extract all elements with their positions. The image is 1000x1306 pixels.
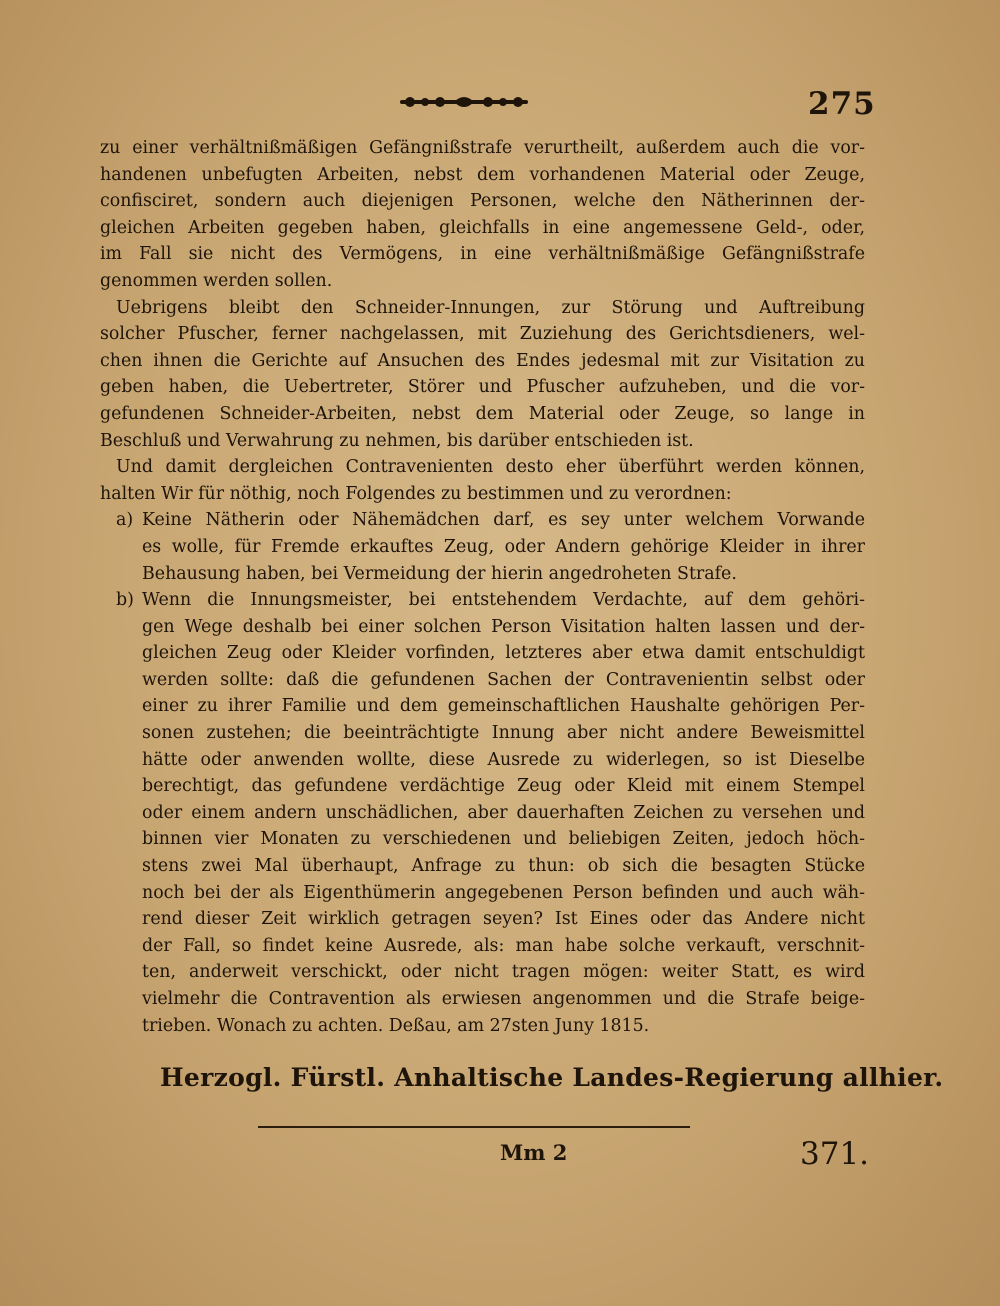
text-line: stens zwei Mal überhaupt, Anfrage zu thun: ob sich die besagten Stücke (142, 856, 865, 877)
printer-signature-mark: Mm 2 (500, 1140, 568, 1165)
text-line: gleichen Arbeiten gegeben haben, gleichfalls in eine angemessene Geld-, oder, (100, 217, 865, 238)
text-line: sonen zustehen; die beeinträchtigte Innung aber nicht andere Beweismittel (142, 723, 865, 744)
text-line: werden sollte: daß die gefundenen Sachen der Contravenientin selbst oder (142, 669, 865, 690)
text-line: hätte oder anwenden wollte, diese Ausrede zu widerlegen, so ist Dieselbe (142, 749, 865, 770)
text-line: zu einer verhältnißmäßigen Gefängnißstrafe verurtheilt, außerdem auch die vor- (100, 138, 865, 158)
item-label-a: a) (116, 510, 134, 531)
page-number: 275 (808, 86, 876, 122)
text-line: Und damit dergleichen Contravenienten desto eher überführt werden können, (116, 457, 865, 478)
text-line: der Fall, so findet keine Ausrede, als: man habe solche verkauft, verschnit- (142, 935, 865, 956)
text-line: solcher Pfuscher, ferner nachgelassen, mit Zuziehung des Gerichtsdieners, wel- (100, 324, 865, 345)
list-item-a (100, 507, 865, 534)
text-line: Behausung haben, bei Vermeidung der hierin angedroheten Strafe. (142, 563, 737, 584)
text-line: es wolle, für Fremde erkauftes Zeug, oder Andern gehörige Kleider in ihrer (142, 536, 865, 557)
text-line: Wenn die Innungsmeister, bei entstehendem Verdachte, auf dem gehöri- (142, 590, 865, 611)
printers-ornament-icon (400, 92, 528, 112)
text-line: binnen vier Monaten zu verschiedenen und beliebigen Zeiten, jedoch höch- (142, 829, 865, 850)
item-label-b: b) (116, 590, 134, 611)
text-line: gefundenen Schneider-Arbeiten, nebst dem Material oder Zeuge, so lange in (100, 403, 865, 424)
issuing-authority-signature: Herzogl. Fürstl. Anhaltische Landes-Regierung allhier. (160, 1063, 944, 1092)
text-line: berechtigt, das gefundene verdächtige Zeug oder Kleid mit einem Stempel (142, 776, 865, 797)
text-line: oder einem andern unschädlichen, aber dauerhaften Zeichen zu versehen und (142, 802, 865, 823)
text-line: im Fall sie nicht des Vermögens, in eine verhältnißmäßige Gefängnißstrafe (100, 244, 865, 265)
text-line: vielmehr die Contravention als erwiesen angenommen und die Strafe beige- (142, 989, 865, 1009)
text-line: chen ihnen die Gerichte auf Ansuchen des Endes jedesmal mit zur Visitation zu (100, 350, 865, 371)
text-line: geben haben, die Uebertreter, Störer und Pfuscher aufzuheben, und die vor- (100, 377, 865, 398)
sheet-number: 371. (800, 1136, 870, 1172)
list-item-b (100, 587, 865, 614)
text-line: gleichen Zeug oder Kleider vorfinden, letzteres aber etwa damit entschuldigt (142, 643, 865, 664)
text-line: Keine Nätherin oder Nähemädchen darf, es sey unter welchem Vorwande (142, 510, 865, 531)
text-line: halten Wir für nöthig, noch Folgendes zu bestimmen und zu verordnen: (100, 483, 732, 504)
text-line: Beschluß und Verwahrung zu nehmen, bis darüber entschieden ist. (100, 430, 694, 451)
text-line: rend dieser Zeit wirklich getragen seyen? Ist Eines oder das Andere nicht (142, 909, 865, 930)
text-line: handenen unbefugten Arbeiten, nebst dem vorhandenen Material oder Zeuge, (100, 164, 865, 185)
body-text (100, 135, 865, 1039)
text-line: gen Wege deshalb bei einer solchen Person Visitation halten lassen und der- (142, 616, 865, 637)
text-line: confisciret, sondern auch diejenigen Personen, welche den Nätherinnen der- (100, 191, 865, 212)
text-line: Uebrigens bleibt den Schneider-Innungen, zur Störung und Auftreibung (116, 297, 865, 318)
divider-rule (258, 1126, 690, 1128)
text-line: ten, anderweit verschickt, oder nicht tragen mögen: weiter Statt, es wird (142, 962, 865, 983)
text-line: noch bei der als Eigenthümerin angegebenen Person befinden und auch wäh- (142, 882, 865, 903)
text-line: einer zu ihrer Familie und dem gemeinschaftlichen Haushalte gehörigen Per- (142, 696, 865, 717)
text-line: trieben. Wonach zu achten. Deßau, am 27sten Juny 1815. (142, 1015, 650, 1036)
text-line: genommen werden sollen. (100, 270, 333, 291)
